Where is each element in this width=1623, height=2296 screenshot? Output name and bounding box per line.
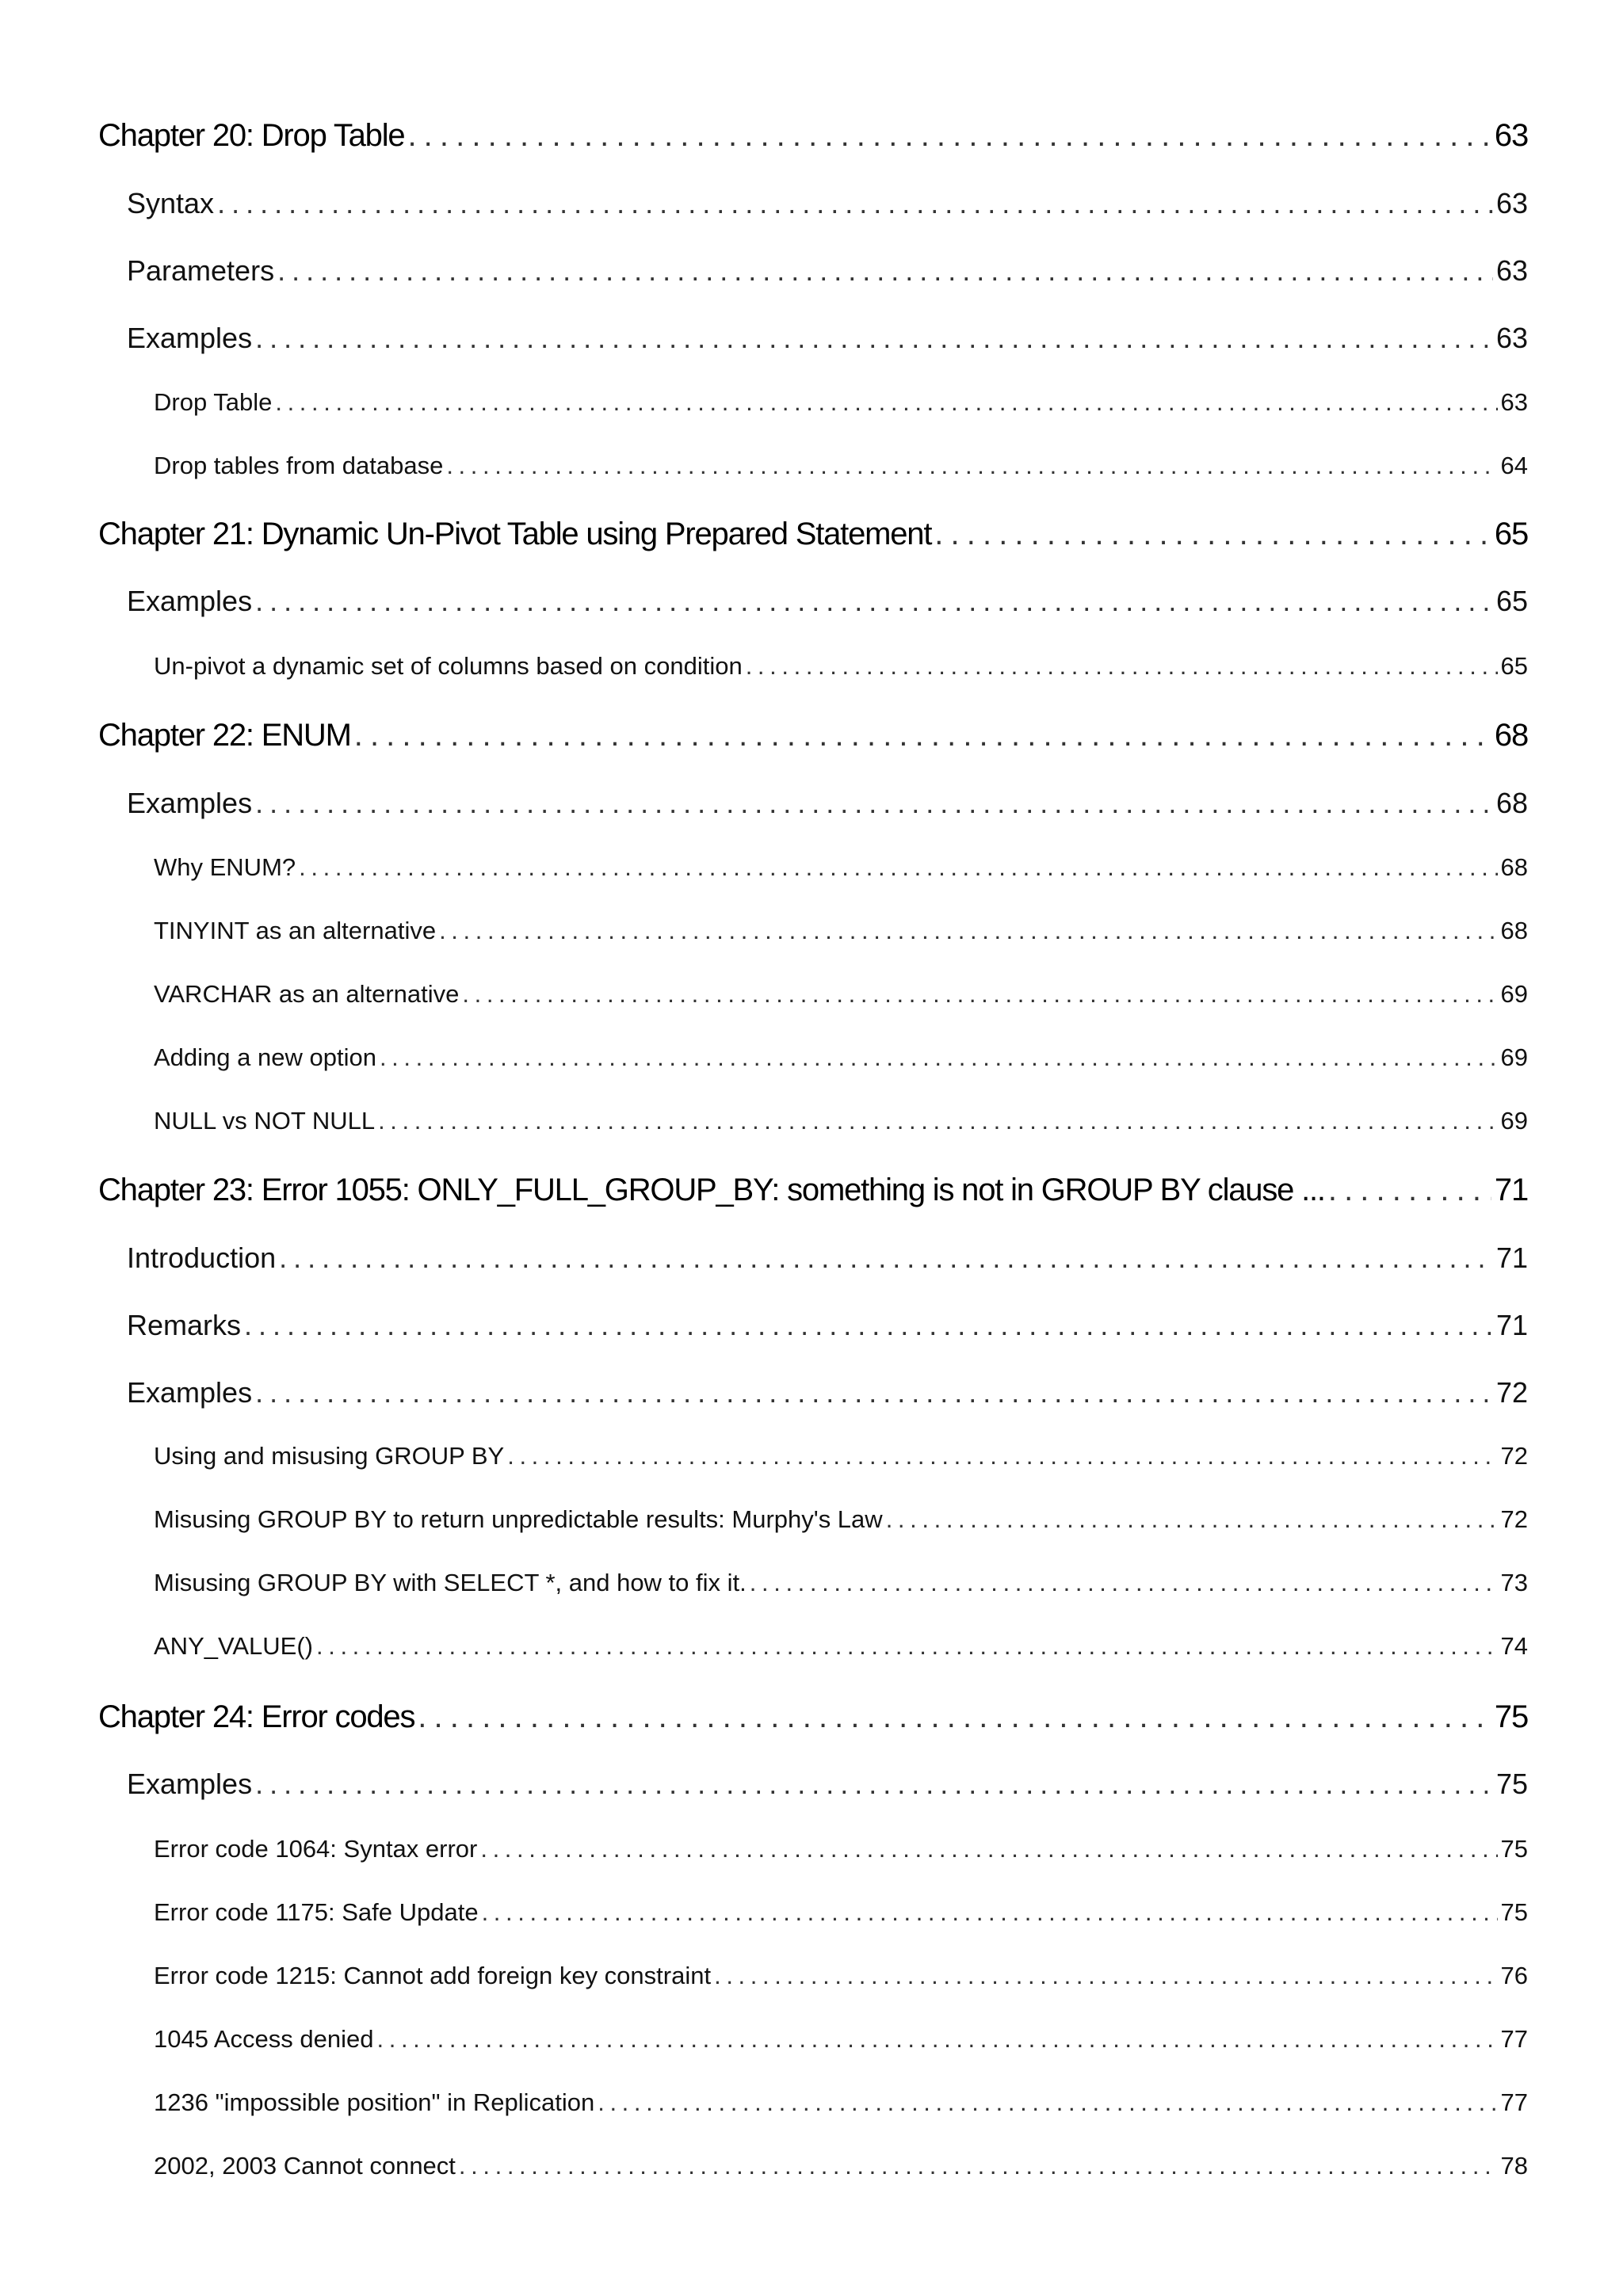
toc-entry-label: Remarks xyxy=(127,1309,242,1341)
toc-page-number: 64 xyxy=(1500,452,1528,479)
toc-page-number: 65 xyxy=(1500,652,1528,680)
toc-page-number: 69 xyxy=(1500,1043,1528,1071)
toc-page-number: 68 xyxy=(1500,917,1528,944)
dot-leader xyxy=(507,1442,1497,1470)
toc-page-number: 75 xyxy=(1500,1835,1528,1863)
toc-entry-label: Chapter 21: Dynamic Un-Pivot Table using Prepared Statement xyxy=(98,517,932,551)
toc-entry-label: Chapter 20: Drop Table xyxy=(98,118,405,153)
toc-page-number: 77 xyxy=(1500,2025,1528,2053)
toc-entry-label: Adding a new option xyxy=(154,1043,376,1071)
toc-subsection-entry[interactable] xyxy=(154,2152,1528,2180)
toc-entry-label: NULL vs NOT NULL xyxy=(154,1107,376,1135)
toc-page-number: 76 xyxy=(1500,1962,1528,1989)
toc-page-number: 72 xyxy=(1500,1442,1528,1470)
toc-entry-label: Using and misusing GROUP BY xyxy=(154,1442,505,1470)
dot-leader xyxy=(886,1505,1498,1534)
toc-section-entry[interactable] xyxy=(127,585,1528,618)
dot-leader xyxy=(378,1107,1497,1135)
toc-entry-label: 1236 "impossible position" in Replication xyxy=(154,2088,595,2116)
toc-chapter-entry[interactable] xyxy=(98,117,1528,154)
toc-entry-label: Introduction xyxy=(127,1241,277,1274)
toc-page-number: 69 xyxy=(1500,1107,1528,1135)
toc-page-number: 74 xyxy=(1500,1632,1528,1660)
dot-leader xyxy=(279,1241,1493,1275)
toc-entry-label: Chapter 22: ENUM xyxy=(98,718,351,753)
dot-leader xyxy=(746,652,1498,681)
toc-entry-label: VARCHAR as an alternative xyxy=(154,980,460,1008)
toc-subsection-entry[interactable] xyxy=(154,1043,1528,1072)
toc-entry-label: Error code 1064: Syntax error xyxy=(154,1835,478,1863)
toc-page-number: 75 xyxy=(1500,1898,1528,1926)
dot-leader xyxy=(446,452,1497,480)
toc-page-number: 63 xyxy=(1500,388,1528,416)
toc-page-number: 69 xyxy=(1500,980,1528,1008)
toc-entry-label: Examples xyxy=(127,1768,253,1800)
toc-subsection-entry[interactable] xyxy=(154,1442,1528,1470)
toc-entry-label: Drop Table xyxy=(154,388,273,416)
toc-chapter-entry[interactable] xyxy=(98,1699,1528,1735)
dot-leader xyxy=(299,853,1497,882)
toc-chapter-entry[interactable] xyxy=(98,516,1528,552)
dot-leader xyxy=(459,2152,1498,2180)
toc-page-number: 68 xyxy=(1495,787,1528,819)
toc-section-entry[interactable] xyxy=(127,322,1528,355)
toc-page-number: 73 xyxy=(1500,1569,1528,1596)
dot-leader xyxy=(480,1835,1497,1863)
toc-page-number: 68 xyxy=(1494,718,1528,753)
dot-leader xyxy=(714,1962,1497,1990)
toc-page-number: 63 xyxy=(1494,118,1528,153)
toc-entry-label: Un-pivot a dynamic set of columns based on condition xyxy=(154,652,743,680)
dot-leader xyxy=(1328,1172,1491,1208)
toc-entry-label: Chapter 24: Error codes xyxy=(98,1699,415,1734)
toc-subsection-entry[interactable] xyxy=(154,2088,1528,2117)
toc-section-entry[interactable] xyxy=(127,254,1528,288)
toc-entry-label: 2002, 2003 Cannot connect xyxy=(154,2152,456,2180)
toc-subsection-entry[interactable] xyxy=(154,1505,1528,1534)
dot-leader xyxy=(255,322,1493,355)
toc-subsection-entry[interactable] xyxy=(154,917,1528,945)
dot-leader xyxy=(217,187,1493,220)
toc-entry-label: TINYINT as an alternative xyxy=(154,917,437,944)
dot-leader xyxy=(255,1768,1493,1801)
toc-entry-label: Error code 1215: Cannot add foreign key constraint xyxy=(154,1962,712,1989)
toc-entry-label: 1045 Access denied xyxy=(154,2025,374,2053)
dot-leader xyxy=(407,117,1491,154)
toc-page-number: 65 xyxy=(1494,517,1528,551)
toc-entry-label: Drop tables from database xyxy=(154,452,444,479)
toc-entry-label: Error code 1175: Safe Update xyxy=(154,1898,479,1926)
toc-entry-label: Syntax xyxy=(127,187,215,219)
toc-subsection-entry[interactable] xyxy=(154,853,1528,882)
dot-leader xyxy=(750,1569,1498,1597)
dot-leader xyxy=(354,717,1491,753)
dot-leader xyxy=(377,2025,1498,2054)
toc-section-entry[interactable] xyxy=(127,187,1528,220)
toc-subsection-entry[interactable] xyxy=(154,980,1528,1009)
dot-leader xyxy=(934,516,1491,552)
toc-page-number: 71 xyxy=(1494,1173,1528,1207)
toc-section-entry[interactable] xyxy=(127,1309,1528,1342)
dot-leader xyxy=(316,1632,1498,1661)
toc-page-number: 75 xyxy=(1494,1699,1528,1734)
toc-page-number: 77 xyxy=(1500,2088,1528,2116)
dot-leader xyxy=(255,787,1493,820)
toc-page-number: 63 xyxy=(1495,254,1528,287)
toc-page-number: 71 xyxy=(1495,1309,1528,1341)
toc-page-number: 72 xyxy=(1495,1376,1528,1409)
toc-page-number: 75 xyxy=(1495,1768,1528,1800)
toc-entry-label: Misusing GROUP BY with SELECT *, and how to fix it. xyxy=(154,1569,747,1596)
toc-subsection-entry[interactable] xyxy=(154,1569,1528,1597)
toc-entry-label: Examples xyxy=(127,1376,253,1409)
toc-section-entry[interactable] xyxy=(127,787,1528,820)
toc-page-number: 63 xyxy=(1495,187,1528,219)
toc-page-number: 71 xyxy=(1495,1241,1528,1274)
toc-entry-label: Examples xyxy=(127,585,253,617)
dot-leader xyxy=(255,585,1493,618)
dot-leader xyxy=(244,1309,1493,1342)
toc-chapter-entry[interactable] xyxy=(98,717,1528,753)
toc-subsection-entry[interactable] xyxy=(154,1898,1528,1927)
toc-entry-label: Parameters xyxy=(127,254,275,287)
toc-entry-label: Chapter 23: Error 1055: ONLY_FULL_GROUP_BY: something is not in GROUP BY clause ... xyxy=(98,1173,1325,1207)
dot-leader xyxy=(482,1898,1498,1927)
toc-page-number: 68 xyxy=(1500,853,1528,881)
toc-subsection-entry[interactable] xyxy=(154,452,1528,480)
dot-leader xyxy=(439,917,1497,945)
dot-leader xyxy=(462,980,1497,1009)
toc-section-entry[interactable] xyxy=(127,1376,1528,1409)
toc-entry-label: Examples xyxy=(127,787,253,819)
toc-entry-label: Examples xyxy=(127,322,253,354)
dot-leader xyxy=(277,254,1493,288)
toc-page-number: 65 xyxy=(1495,585,1528,617)
dot-leader xyxy=(380,1043,1498,1072)
toc-page-number: 63 xyxy=(1495,322,1528,354)
dot-leader xyxy=(255,1376,1493,1409)
toc-section-entry[interactable] xyxy=(127,1241,1528,1275)
dot-leader xyxy=(598,2088,1497,2117)
toc-chapter-entry[interactable] xyxy=(98,1172,1528,1208)
toc-subsection-entry[interactable] xyxy=(154,1107,1528,1135)
toc-entry-label: ANY_VALUE() xyxy=(154,1632,313,1660)
toc-page-number: 72 xyxy=(1500,1505,1528,1533)
toc-subsection-entry[interactable] xyxy=(154,388,1528,417)
toc-subsection-entry[interactable] xyxy=(154,1835,1528,1863)
toc-subsection-entry[interactable] xyxy=(154,1962,1528,1990)
toc-entry-label: Why ENUM? xyxy=(154,853,296,881)
toc-section-entry[interactable] xyxy=(127,1768,1528,1801)
toc-subsection-entry[interactable] xyxy=(154,652,1528,681)
toc-entry-label: Misusing GROUP BY to return unpredictable results: Murphy's Law xyxy=(154,1505,883,1533)
toc-page-number: 78 xyxy=(1500,2152,1528,2180)
toc-subsection-entry[interactable] xyxy=(154,2025,1528,2054)
toc-subsection-entry[interactable] xyxy=(154,1632,1528,1661)
dot-leader xyxy=(275,388,1497,417)
dot-leader xyxy=(418,1699,1491,1735)
